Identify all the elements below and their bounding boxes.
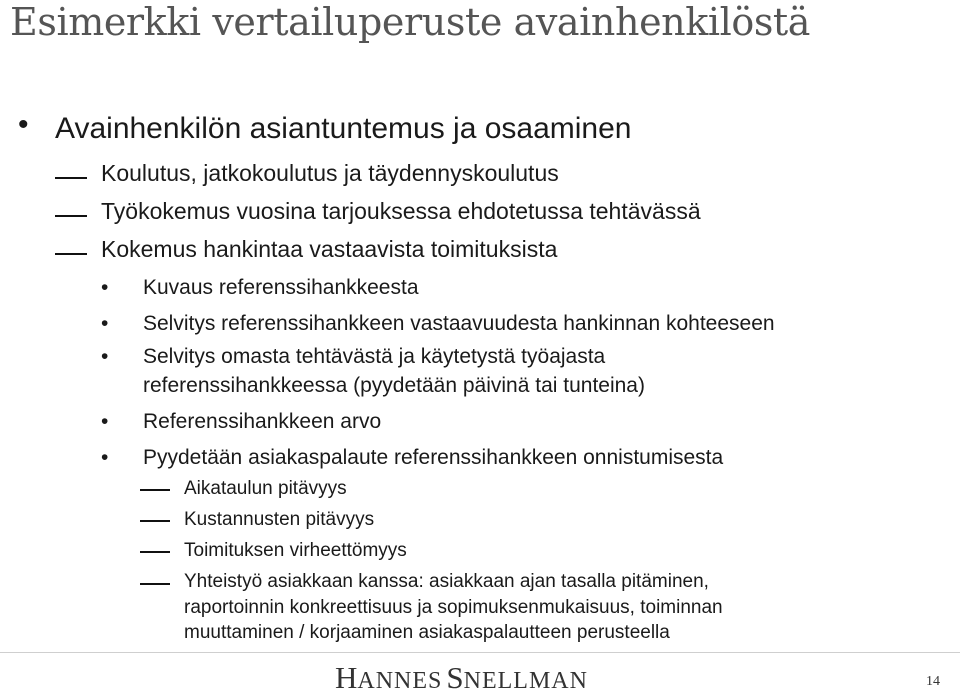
level3-item: Kuvaus referenssihankkeesta — [143, 276, 419, 299]
level3-item: Selvitys referenssihankkeen vastaavuudesta hankinnan kohteeseen — [143, 312, 775, 335]
page-number: 14 — [926, 674, 940, 689]
level2-item: Koulutus, jatkokoulutus ja täydennyskoulutus — [101, 160, 559, 186]
level4-item: Toimituksen virheettömyys — [184, 540, 407, 561]
level3-item: Selvitys omasta tehtävästä ja käytetystä työajasta — [143, 345, 606, 368]
level2-dash — [55, 253, 87, 255]
level4-dash — [140, 489, 170, 491]
level4-dash — [140, 520, 170, 522]
level2-dash — [55, 215, 87, 217]
level3-bullet: • — [101, 345, 109, 368]
hannes-snellman-logo: HANNES SNELLMAN — [335, 660, 588, 695]
level4-item: Kustannusten pitävyys — [184, 509, 375, 530]
level2-dash — [55, 177, 87, 179]
level4-item: Aikataulun pitävyys — [184, 478, 347, 499]
level4-item-continuation: muuttaminen / korjaaminen asiakaspalautteen perusteella — [184, 622, 670, 643]
level2-item: Kokemus hankintaa vastaavista toimituksista — [101, 236, 558, 262]
level4-dash — [140, 583, 170, 585]
level3-item: Referenssihankkeen arvo — [143, 410, 382, 433]
level1-heading: Avainhenkilön asiantuntemus ja osaaminen — [55, 112, 632, 145]
level3-bullet: • — [101, 446, 109, 469]
level3-bullet: • — [101, 276, 109, 299]
level4-dash — [140, 551, 170, 553]
level4-item-continuation: raportoinnin konkreettisuus ja sopimuksenmukaisuus, toiminnan — [184, 597, 723, 618]
level1-bullet: • — [18, 108, 29, 141]
level3-item: Pyydetään asiakaspalaute referenssihankkeen onnistumisesta — [143, 446, 724, 469]
footer-divider — [0, 652, 960, 653]
slide-title: Esimerkki vertailuperuste avainhenkilöstä — [10, 0, 811, 44]
level3-bullet: • — [101, 410, 109, 433]
level4-item: Yhteistyö asiakkaan kanssa: asiakkaan ajan tasalla pitäminen, — [184, 571, 709, 592]
level2-item: Työkokemus vuosina tarjouksessa ehdotetussa tehtävässä — [101, 198, 701, 224]
level3-bullet: • — [101, 312, 109, 335]
level3-item-continuation: referenssihankkeessa (pyydetään päivinä tai tunteina) — [143, 374, 645, 397]
